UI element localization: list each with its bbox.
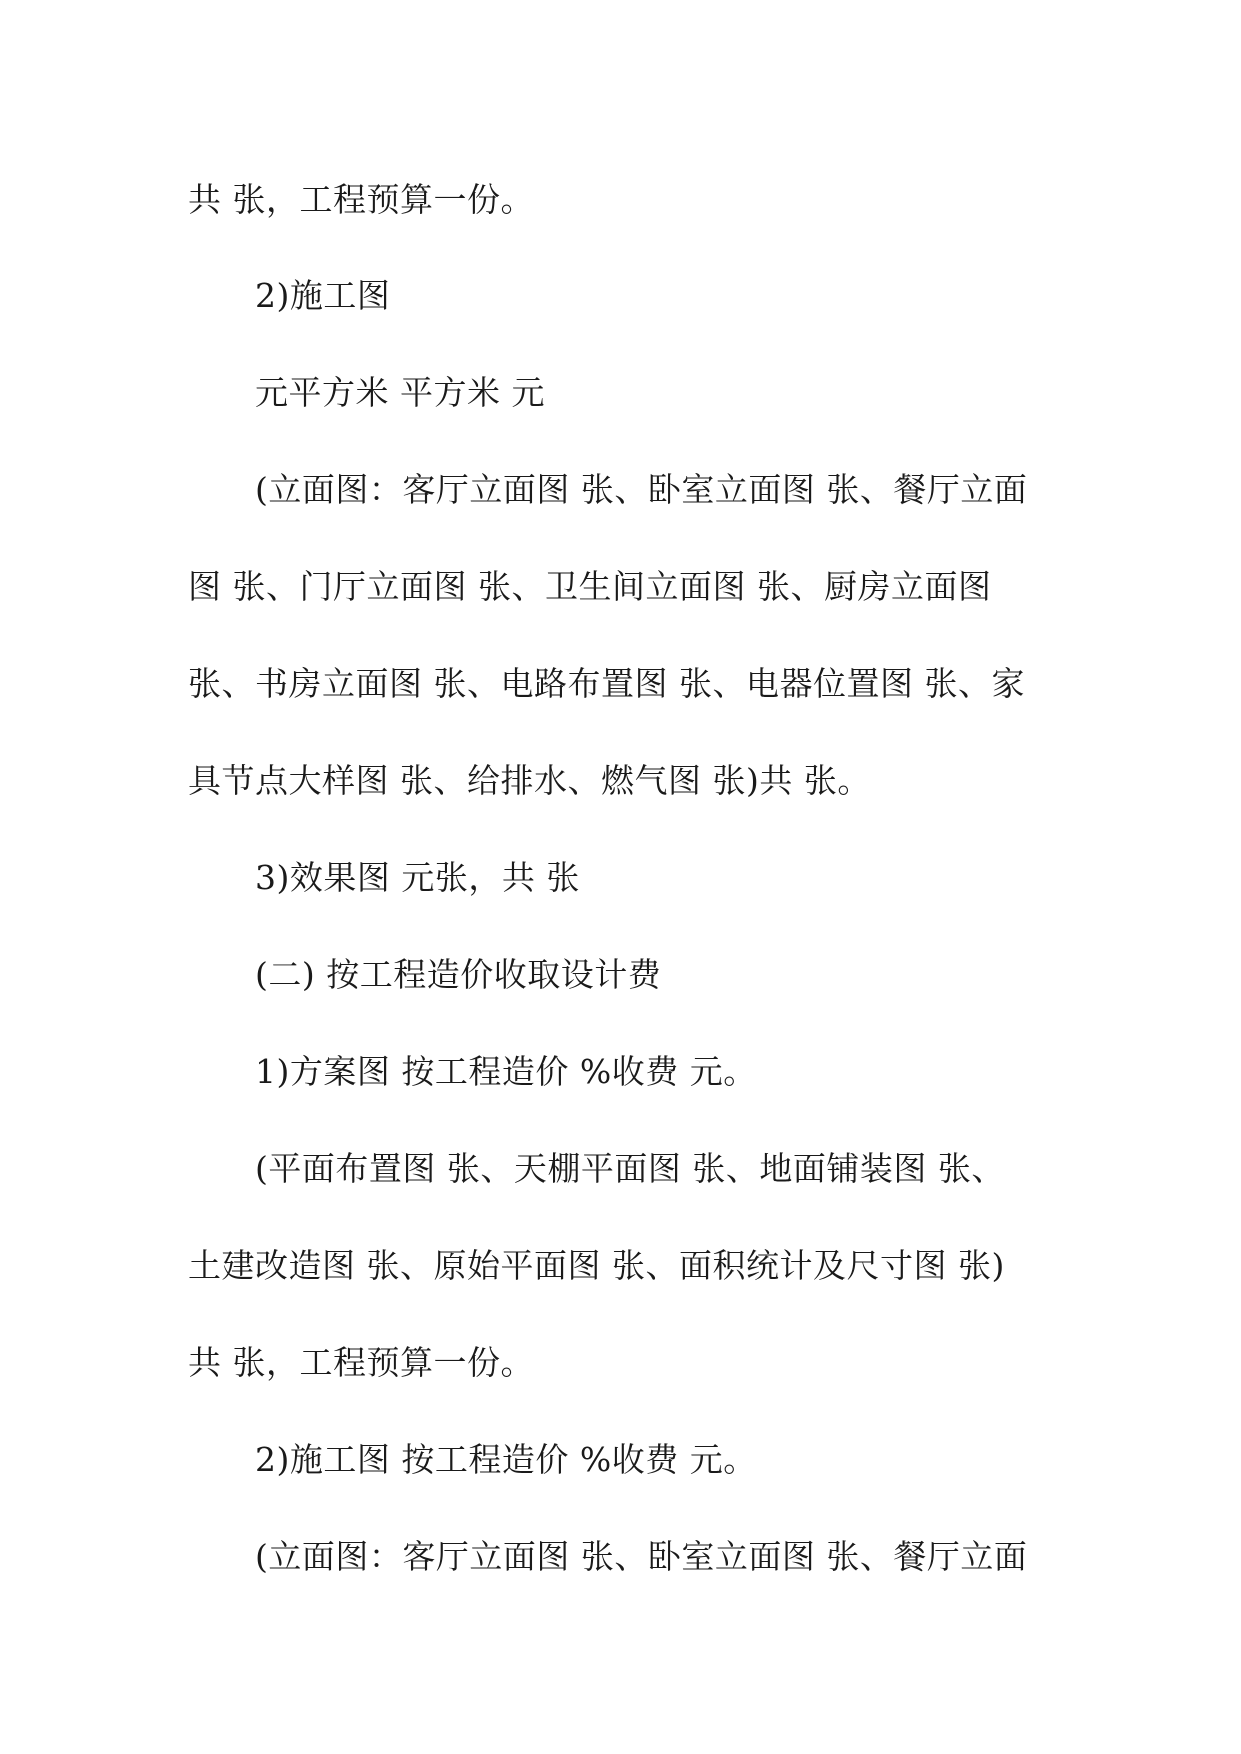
text-line: 图 张、门厅立面图 张、卫生间立面图 张、厨房立面图 bbox=[188, 567, 992, 606]
text-line: (立面图：客厅立面图 张、卧室立面图 张、餐厅立面 bbox=[255, 1537, 1028, 1576]
text-line: (平面布置图 张、天棚平面图 张、地面铺装图 张、 bbox=[255, 1149, 1005, 1188]
text-line: 土建改造图 张、原始平面图 张、面积统计及尺寸图 张) bbox=[188, 1246, 1005, 1285]
text-line: 1)方案图 按工程造价 %收费 元。 bbox=[255, 1052, 757, 1091]
text-line: 具节点大样图 张、给排水、燃气图 张)共 张。 bbox=[188, 761, 871, 800]
section-heading: (二) 按工程造价收取设计费 bbox=[255, 955, 662, 994]
text-line: (立面图：客厅立面图 张、卧室立面图 张、餐厅立面 bbox=[255, 470, 1028, 509]
text-line: 2)施工图 按工程造价 %收费 元。 bbox=[255, 1440, 757, 1479]
text-line: 张、书房立面图 张、电路布置图 张、电器位置图 张、家 bbox=[188, 664, 1025, 703]
text-line: 元平方米 平方米 元 bbox=[255, 373, 545, 412]
text-line: 2)施工图 bbox=[255, 276, 391, 315]
text-line: 共 张，工程预算一份。 bbox=[188, 1343, 534, 1382]
text-line: 3)效果图 元张，共 张 bbox=[255, 858, 580, 897]
text-line: 共 张，工程预算一份。 bbox=[188, 180, 534, 219]
